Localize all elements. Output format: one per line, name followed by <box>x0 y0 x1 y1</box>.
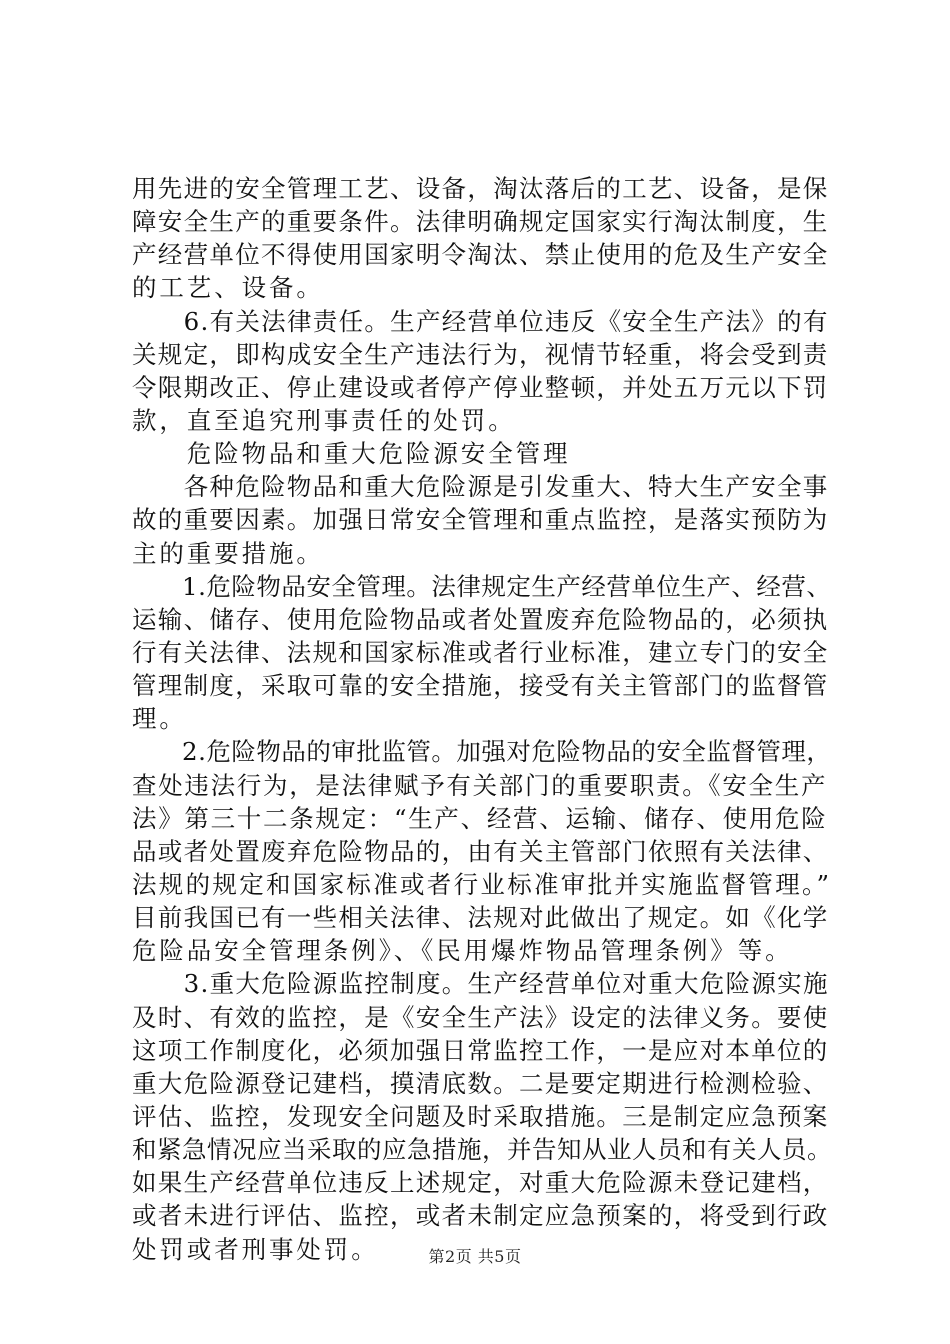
text-line: 这项工作制度化，必须加强日常监控工作，一是应对本单位的 <box>132 1035 829 1065</box>
text-line: 处罚或者刑事处罚。 <box>132 1234 379 1264</box>
text-line: 2.危险物品的审批监管。加强对危险物品的安全监督管理， <box>132 737 832 767</box>
text-line: 查处违法行为，是法律赋予有关部门的重要职责。《安全生产 <box>132 770 828 800</box>
text-line: 令限期改正、停止建设或者停产停业整顿，并处五万元以下罚 <box>132 372 829 402</box>
text-line: 主的重要措施。 <box>132 538 324 568</box>
text-line: 3.重大危险源监控制度。生产经营单位对重大危险源实施 <box>132 969 829 999</box>
text-line: 6.有关法律责任。生产经营单位违反《安全生产法》的有 <box>132 306 829 336</box>
page-footer: 第2页 共5页 <box>428 1247 522 1266</box>
text-line: 各种危险物品和重大危险源是引发重大、特大生产安全事 <box>132 472 829 502</box>
text-line: 重大危险源登记建档，摸清底数。二是要定期进行检测检验、 <box>132 1068 829 1098</box>
text-line: 危险品安全管理条例》、《民用爆炸物品管理条例》等。 <box>132 936 793 966</box>
text-line: 法》第三十二条规定：“生产、经营、运输、储存、使用危险 <box>132 803 828 833</box>
text-line: 评估、监控，发现安全问题及时采取措施。三是制定应急预案 <box>132 1101 829 1131</box>
text-line: 管理制度，采取可靠的安全措施，接受有关主管部门的监督管 <box>132 671 829 701</box>
text-line: 或者未进行评估、监控，或者未制定应急预案的，将受到行政 <box>132 1201 829 1231</box>
text-line: 危险物品和重大危险源安全管理 <box>132 439 571 469</box>
text-line: 如果生产经营单位违反上述规定，对重大危险源未登记建档， <box>132 1168 829 1198</box>
text-line: 行有关法律、法规和国家标准或者行业标准，建立专门的安全 <box>132 637 829 667</box>
text-line: 1.危险物品安全管理。法律规定生产经营单位生产、经营、 <box>132 571 832 601</box>
text-line: 用先进的安全管理工艺、设备，淘汰落后的工艺、设备，是保 <box>132 174 829 203</box>
text-line: 及时、有效的监控，是《安全生产法》设定的法律义务。要使 <box>132 1002 829 1032</box>
text-line: 障安全生产的重要条件。法律明确规定国家实行淘汰制度，生 <box>132 207 829 237</box>
text-line: 品或者处置废弃危险物品的，由有关主管部门依照有关法律、 <box>132 836 829 866</box>
text-line: 款，直至追究刑事责任的处罚。 <box>132 405 516 435</box>
text-line: 产经营单位不得使用国家明令淘汰、禁止使用的危及生产安全 <box>132 240 829 270</box>
text-line: 的工艺、设备。 <box>132 273 324 303</box>
text-line: 关规定，即构成安全生产违法行为，视情节轻重，将会受到责 <box>132 339 829 369</box>
text-line: 目前我国已有一些相关法律、法规对此做出了规定。如《化学 <box>132 903 829 933</box>
text-line: 法规的规定和国家标准或者行业标准审批并实施监督管理。” <box>132 869 832 899</box>
document-body <box>132 172 832 1266</box>
text-line: 理。 <box>132 704 187 734</box>
text-line: 和紧急情况应当采取的应急措施，并告知从业人员和有关人员。 <box>132 1135 832 1165</box>
text-line: 故的重要因素。加强日常安全管理和重点监控，是落实预防为 <box>132 505 829 535</box>
text-line: 运输、储存、使用危险物品或者处置废弃危险物品的，必须执 <box>132 604 829 634</box>
